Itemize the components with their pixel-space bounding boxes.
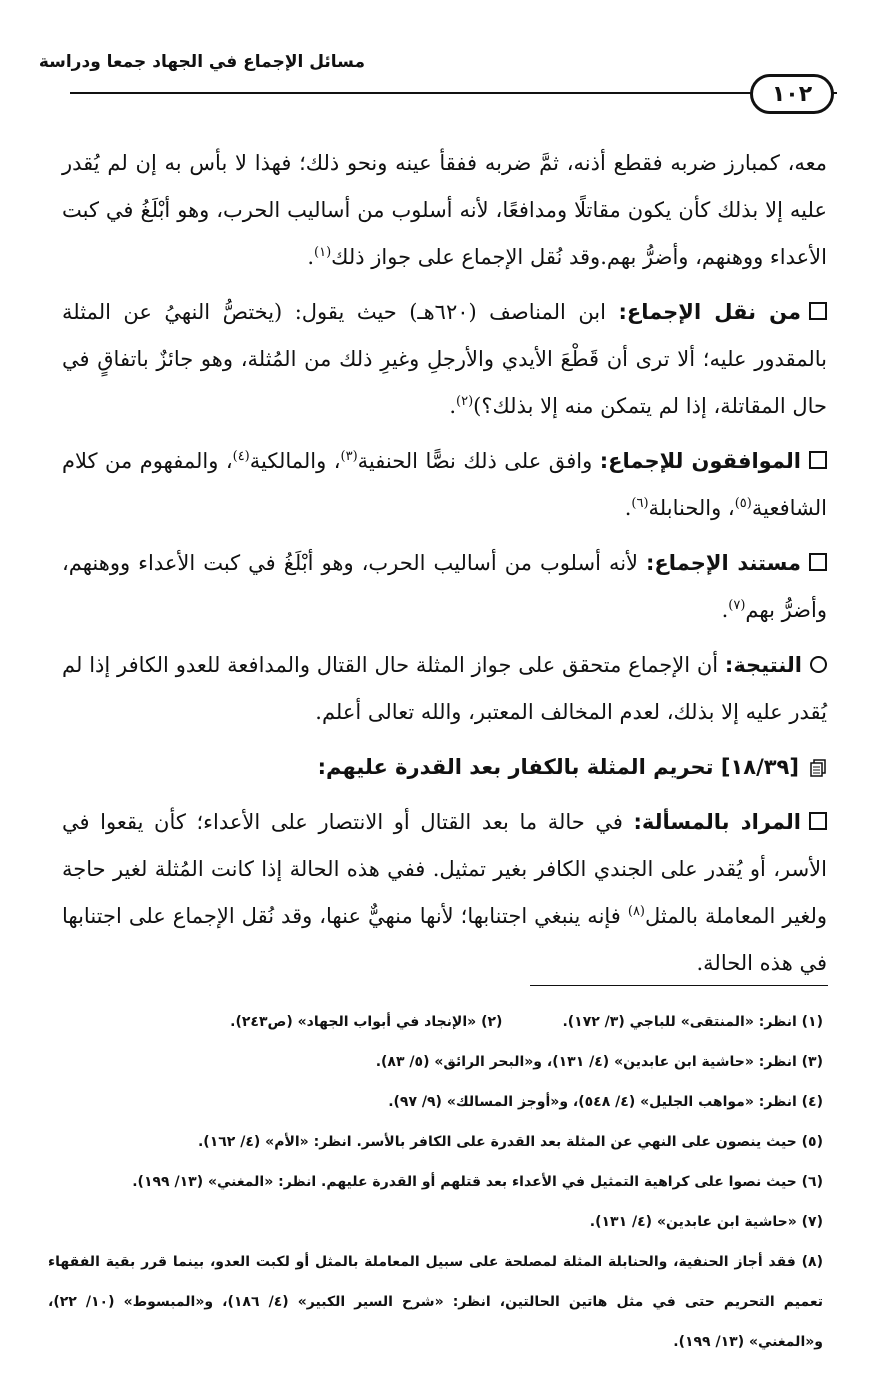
paragraph-1: [62, 140, 827, 281]
section-heading-text: [١٨/٣٩] تحريم المثلة بالكفار بعد القدرة عليهم:: [317, 755, 799, 779]
paragraph-basis: [62, 540, 827, 634]
agreers-end: .: [624, 496, 632, 520]
footnote-5: (٥) حيث ينصون على النهي عن المثلة بعد القدرة على الكافر بالأسر. انظر: «الأم» (٤/ ١٦٢).: [197, 1134, 823, 1150]
basis-text: لأنه أسلوب من أساليب الحرب، وهو أبْلَغُ في كبت الأعداء ووهنهم، وأضرُّ بهم: [62, 551, 827, 622]
footnote-8: (٨) فقد أجاز الحنفية، والحنابلة المثلة لمصلحة على سبيل المعاملة بالمثل أو لكبت العدو، بينما قرر بقية الفقهاء تعميم التحريم حتى في مثل هاتين الحالتين، انظر: «شرح السير الكبير» (٤/ ١٨٦)، و«المبسوط» (١٠/ ٢٢)، و«المغني» (١٣/ ١٩٩).: [48, 1254, 823, 1350]
page-number: ١٠٢: [750, 74, 834, 114]
footnotes: [48, 1002, 823, 1362]
footnote-ref-1: (١): [314, 245, 332, 260]
footnote-1: (١) انظر: «المنتقى» للباجي (٣/ ١٧٢).: [562, 1014, 823, 1030]
footnote-ref-2: (٢): [456, 394, 474, 409]
footnote-2: (٢) «الإنجاد في أبواب الجهاد» (ص٢٤٣).: [230, 1014, 503, 1030]
meaning-text-b: فإنه ينبغي اجتنابها؛ لأنها منهيٌّ عنها، وقد نُقل الإجماع على اجتنابها في هذه الحالة.: [62, 904, 827, 975]
agreers-text-c: ، والمفهوم من كلام الشافعية: [62, 449, 827, 520]
paragraph-result: [62, 642, 827, 736]
paragraph-1-end: .: [307, 245, 314, 269]
paragraph-agreers: [62, 438, 827, 532]
transmitters-end: .: [449, 394, 456, 418]
header-rule: [70, 92, 837, 94]
agreers-text-d: ، والحنابلة: [648, 496, 735, 520]
footnote-ref-4: (٤): [232, 449, 250, 464]
footnote-6: (٦) حيث نصوا على كراهية التمثيل في الأعداء بعد قتلهم أو القدرة عليهم. انظر: «المغني» (١٣/ ١٩٩).: [132, 1174, 823, 1190]
square-bullet-icon: [809, 302, 827, 320]
agreers-text-a: وافق على ذلك نصًّا الحنفية: [357, 449, 600, 473]
footnote-ref-5: (٥): [734, 496, 752, 511]
paragraph-meaning: [62, 799, 827, 987]
footnote-ref-7: (٧): [728, 598, 746, 613]
footnote-rule: [530, 985, 828, 986]
footnote-3: (٣) انظر: «حاشية ابن عابدين» (٤/ ١٣١)، و«البحر الرائق» (٥/ ٨٣).: [375, 1054, 823, 1070]
agreers-label: الموافقون للإجماع:: [599, 449, 801, 473]
transmitters-text: ابن المناصف (٦٢٠هـ) حيث يقول: (يختصُّ النهيُ عن المثلة بالمقدور عليه؛ ألا ترى أن قَطْعَ الأيدي والأرجلِ وغيرِ ذلك من المُثلة، وهو جائزٌ باتفاقٍ في حال المقاتلة، إذا لم يتمكن منه إلا بذلك؟): [62, 300, 827, 418]
main-text: [62, 140, 827, 995]
circle-bullet-icon: [810, 656, 827, 673]
meaning-label: المراد بالمسألة:: [633, 810, 801, 834]
running-title: مسائل الإجماع في الجهاد جمعا ودراسة: [38, 52, 365, 72]
square-bullet-icon: [809, 553, 827, 571]
basis-label: مستند الإجماع:: [646, 551, 801, 575]
document-icon: [809, 747, 827, 765]
footnote-ref-6: (٦): [631, 496, 649, 511]
meaning-text-a: في حالة ما بعد القتال أو الانتصار على الأعداء؛ كأن يقعوا في الأسر، أو يُقدر على الجندي الكافر بغير تمثيل. ففي هذه الحالة إذا كانت المُثلة لغير حاجة ولغير المعاملة بالمثل: [62, 810, 827, 928]
agreers-text-b: ، والمالكية: [249, 449, 341, 473]
result-label: النتيجة:: [724, 653, 802, 677]
square-bullet-icon: [809, 812, 827, 830]
paragraph-1-text: معه، كمبارز ضربه فقطع أذنه، ثمَّ ضربه ففقأ عينه ونحو ذلك؛ فهذا لا بأس به إن لم يُقدر عليه إلا بذلك كأن يكون مقاتلًا ومدافعًا، لأنه أسلوب من أساليب الحرب، وهو أبْلَغُ في كبت الأعداء ووهنهم، وأضرُّ بهم.وقد نُقل الإجماع على جواز ذلك: [62, 151, 827, 269]
basis-end: .: [721, 598, 729, 622]
transmitters-label: من نقل الإجماع:: [618, 300, 801, 324]
result-text: أن الإجماع متحقق على جواز المثلة حال القتال والمدافعة للعدو الكافر إذا لم يُقدر عليه إلا بذلك، لعدم المخالف المعتبر، والله تعالى أعلم.: [62, 653, 827, 724]
square-bullet-icon: [809, 451, 827, 469]
section-heading: [62, 744, 827, 791]
footnote-4: (٤) انظر: «مواهب الجليل» (٤/ ٥٤٨)، و«أوجز المسالك» (٩/ ٩٧).: [388, 1094, 823, 1110]
paragraph-transmitters: [62, 289, 827, 430]
footnote-7: (٧) «حاشية ابن عابدين» (٤/ ١٣١).: [589, 1214, 823, 1230]
footnote-row-1-2: [48, 1002, 823, 1042]
footnote-ref-8: (٨): [627, 904, 645, 919]
footnote-ref-3: (٣): [340, 449, 358, 464]
